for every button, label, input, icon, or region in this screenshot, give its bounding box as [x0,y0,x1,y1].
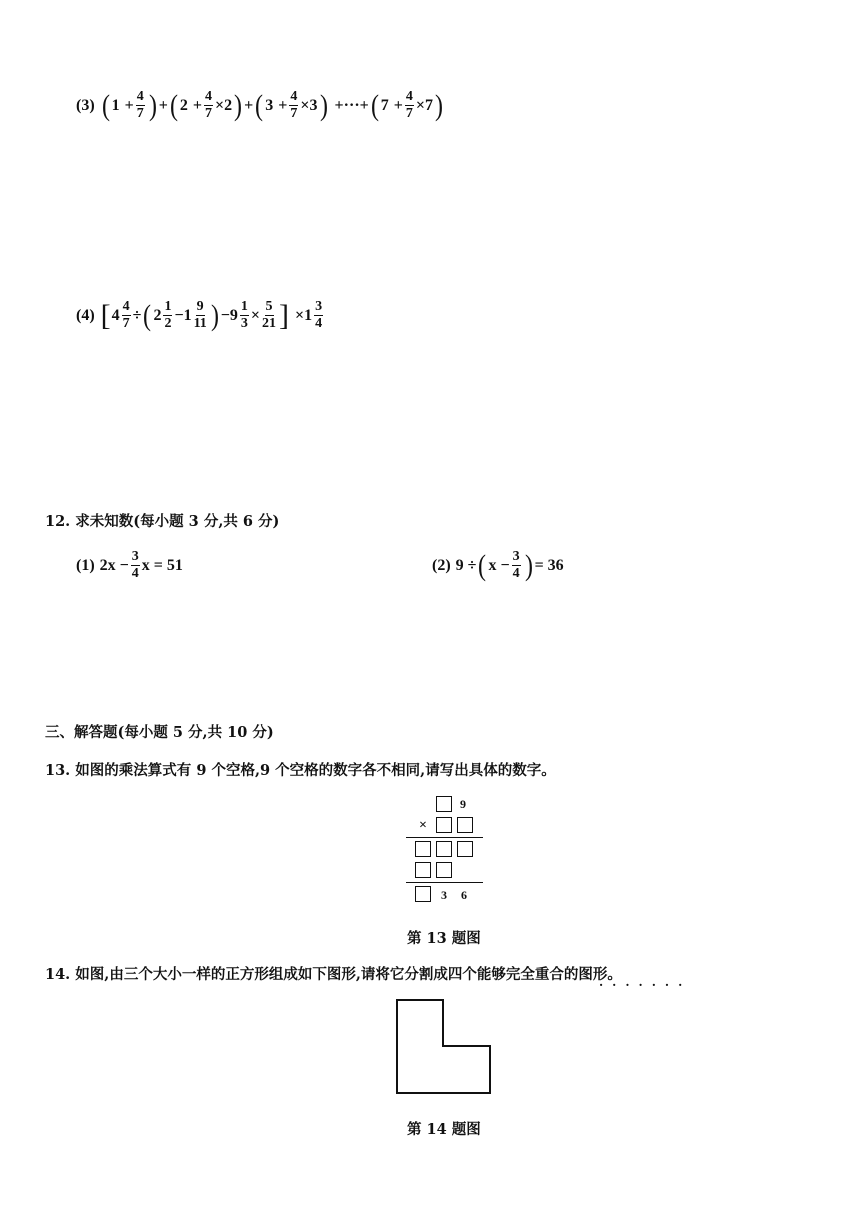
part-label: (1) [76,556,95,574]
frac-num: 9 [196,299,204,314]
fraction [314,300,323,331]
problem-4-label: (4) [76,306,95,324]
blank-box [457,817,473,833]
q14-caption: 第 14 题图 [407,1121,481,1138]
q12-heading: 12. 求未知数(每小题 3 分,共 6 分) [45,513,280,530]
frac-den: 7 [122,316,130,331]
mixed-whole: 1 [183,306,192,324]
fraction [405,90,414,121]
equation-right: x = 51 [141,556,183,574]
blank-box [415,862,431,878]
problem-4-expression [76,300,325,331]
fraction [289,90,298,121]
plus-sign: + [359,96,369,114]
frac-den: 2 [164,316,172,331]
problem-3-label: (3) [76,96,95,114]
fraction [240,300,249,331]
mixed-whole: −9 [220,306,238,324]
equation-left: 2x − [99,556,129,574]
fraction [122,300,131,331]
plus-sign: + [278,96,288,114]
times-sign: × [415,96,426,114]
paren-open: ( [169,88,178,122]
fraction [194,300,207,331]
frac-den: 7 [136,106,144,121]
ellipsis: ··· [343,96,360,114]
q13-multiplication-figure [400,792,490,907]
mixed-whole: 1 [304,306,313,324]
paren-close: ) [234,88,243,122]
times-sign: × [300,96,310,114]
emphasis-dots: ······· [599,978,692,992]
digit-6: 6 [461,888,467,902]
l-shape-outline [397,1000,490,1093]
blank-box [436,862,452,878]
fraction [512,550,521,581]
equation-right: = 36 [534,556,564,574]
times-sign: × [295,306,305,324]
frac-den: 7 [205,106,213,121]
bracket-open: [ [100,298,111,332]
frac-num: 1 [164,299,172,314]
frac-den: 4 [315,316,323,331]
blank-box [415,841,431,857]
paren-close: ) [148,88,157,122]
mixed-whole: 2 [153,306,162,324]
term3-multiplier: 3 [309,96,318,114]
minus-sign: − [174,306,184,324]
frac-num: 4 [290,89,298,104]
plus-sign: + [334,96,344,114]
q13-text: 13. 如图的乘法算式有 9 个空格,9 个空格的数字各不相同,请写出具体的数字。 [45,762,556,779]
paren-open: ( [101,88,110,122]
frac-num: 5 [265,299,273,314]
frac-num: 3 [512,549,520,564]
paren-close: ) [435,88,444,122]
plus-sign: + [192,96,203,114]
term2-multiplier: 2 [224,96,233,114]
paren-open: ( [255,88,264,122]
frac-den: 7 [290,106,298,121]
times-sign: × [419,818,427,833]
equation-variable: x − [488,556,510,574]
paren-close: ) [319,88,328,122]
multiplication-rule [406,837,483,838]
q14-text: 14. 如图,由三个大小一样的正方形组成如下图形,请将它分割成四个能够完全重合的图形。 [45,966,622,983]
plus-sign: + [158,96,168,114]
fraction [204,90,213,121]
paren-close: ) [524,548,533,582]
digit-3: 3 [441,888,447,902]
plus-sign: + [244,96,254,114]
section-3-heading: 三、解答题(每小题 5 分,共 10 分) [45,724,274,741]
term2-whole: 2 [179,96,188,114]
q12-part2-equation [432,550,564,581]
times-sign: × [215,96,225,114]
frac-num: 4 [205,89,213,104]
frac-den: 7 [405,106,413,121]
frac-den: 4 [131,566,139,581]
paren-open: ( [370,88,379,122]
frac-den: 11 [193,316,207,331]
blank-box [415,886,431,902]
sum-rule [406,882,483,883]
frac-num: 1 [240,299,248,314]
term4-multiplier: 7 [425,96,434,114]
times-sign: × [250,306,261,324]
divide-sign: ÷ [132,306,142,324]
q14-l-shape-figure [392,996,496,1099]
frac-num: 3 [315,299,323,314]
plus-sign: + [124,96,134,114]
paren-open: ( [143,298,152,332]
blank-box [457,841,473,857]
blank-box [436,796,452,812]
term1-whole: 1 [111,96,120,114]
frac-den: 3 [240,316,248,331]
frac-den: 21 [262,316,277,331]
fraction [262,300,276,331]
term3-whole: 3 [265,96,274,114]
paren-open: ( [478,548,487,582]
fraction [163,300,172,331]
frac-num: 3 [131,549,139,564]
paren-close: ) [210,298,219,332]
problem-3-expression [76,90,445,121]
bracket-close: ] [279,298,290,332]
fraction [131,550,140,581]
blank-box [436,817,452,833]
plus-sign: + [393,96,403,114]
frac-num: 4 [405,89,413,104]
q13-caption: 第 13 题图 [407,930,481,947]
equation-left: 9 ÷ [455,556,477,574]
frac-num: 4 [136,89,144,104]
digit-9: 9 [460,797,466,811]
blank-box [436,841,452,857]
frac-num: 4 [122,299,130,314]
frac-den: 4 [512,566,520,581]
term4-whole: 7 [380,96,389,114]
q12-part1-equation [76,550,183,581]
fraction [136,90,145,121]
part-label: (2) [432,556,451,574]
mixed-whole: 4 [111,306,120,324]
